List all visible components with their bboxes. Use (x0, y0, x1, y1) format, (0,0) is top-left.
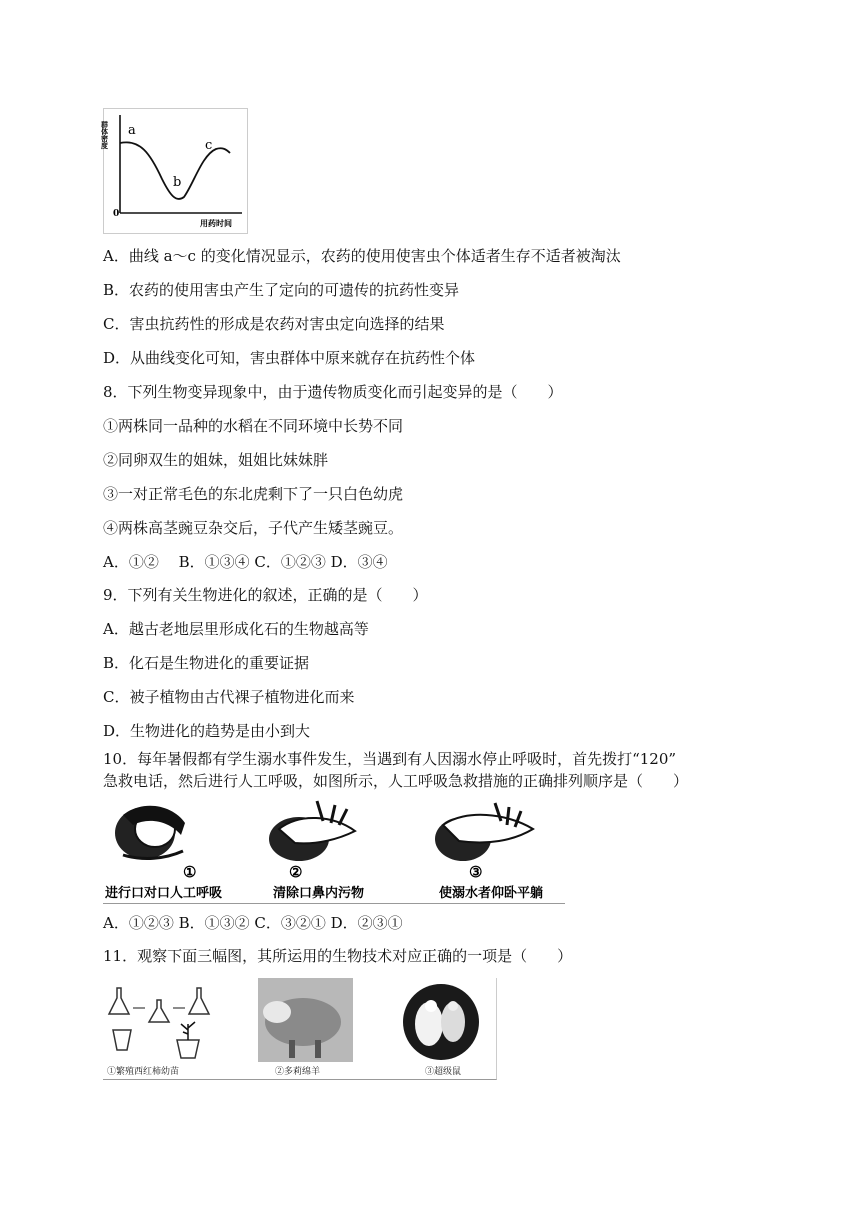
q9-option-a: A．越古老地层里形成化石的生物越高等 (103, 620, 369, 638)
super-mouse-photo (403, 984, 479, 1060)
rescue-steps-svg (103, 795, 565, 903)
q7-option-a: A．曲线 a～c 的变化情况显示，农药的使用使害虫个体适者生存不适者被淘汰 (103, 247, 621, 265)
point-b-label: b (173, 175, 182, 190)
population-curve-svg (100, 109, 247, 233)
q7-option-b: B．农药的使用害虫产生了定向的可遗传的抗药性变异 (103, 281, 460, 299)
y-axis-label: 群体密度 (100, 121, 110, 149)
q8-options: A．①② B．①③④ C．①②③ D．③④ (103, 553, 388, 571)
q10-stem-line2: 急救电话，然后进行人工呼吸，如图所示，人工呼吸急救措施的正确排列顺序是（ ） (103, 772, 689, 790)
q8-item-1: ①两株同一品种的水稻在不同环境中长势不同 (103, 417, 404, 435)
q10-stem-line1: 10．每年暑假都有学生溺水事件发生，当遇到有人因溺水停止呼吸时，首先拨打“120” (103, 750, 677, 768)
biotech-caption-3: ③超级鼠 (425, 1067, 462, 1077)
point-a-label: a (128, 123, 136, 138)
population-curve-figure (100, 108, 248, 234)
q7-option-c: C．害虫抗药性的形成是农药对害虫定向选择的结果 (103, 315, 445, 333)
point-c-label: c (205, 138, 213, 153)
dolly-sheep-photo (258, 978, 353, 1062)
rescue-panel-1-caption: 进行口对口人工呼吸 (105, 886, 223, 901)
tissue-culture-illustration (109, 988, 209, 1058)
rescue-panel-3-caption: 使溺水者仰卧平躺 (439, 886, 544, 901)
rescue-panel-2-illustration (269, 801, 355, 861)
biotech-caption-2: ②多莉绵羊 (275, 1067, 321, 1077)
rescue-panel-3-illustration (435, 803, 533, 861)
rescue-steps-figure (103, 795, 565, 904)
density-curve (120, 142, 230, 199)
biotech-figure (103, 978, 497, 1080)
q11-stem: 11．观察下面三幅图，其所运用的生物技术对应正确的一项是（ ） (103, 947, 573, 965)
rescue-panel-3-number: ③ (469, 863, 483, 881)
q9-option-d: D．生物进化的趋势是由小到大 (103, 722, 311, 740)
rescue-panel-2-caption: 清除口鼻内污物 (273, 886, 365, 901)
q9-option-b: B．化石是生物进化的重要证据 (103, 654, 310, 672)
q7-option-d: D．从曲线变化可知，害虫群体中原来就存在抗药性个体 (103, 349, 476, 367)
q9-stem: 9．下列有关生物进化的叙述，正确的是（ ） (103, 586, 428, 604)
q8-stem: 8．下列生物变异现象中，由于遗传物质变化而引起变异的是（ ） (103, 383, 563, 401)
origin-label: 0 (113, 209, 120, 219)
biotech-svg (103, 978, 496, 1079)
q8-item-4: ④两株高茎豌豆杂交后，子代产生矮茎豌豆。 (103, 519, 404, 537)
rescue-panel-1-illustration (115, 806, 185, 859)
biotech-caption-1: ①繁殖西红柿幼苗 (107, 1067, 180, 1077)
q8-item-2: ②同卵双生的姐妹，姐姐比妹妹胖 (103, 451, 329, 469)
q10-options: A．①②③ B．①③② C．③②① D．②③① (103, 914, 403, 932)
x-axis-label: 用药时间 (200, 218, 232, 228)
rescue-panel-1-number: ① (183, 863, 197, 881)
q9-option-c: C．被子植物由古代裸子植物进化而来 (103, 688, 355, 706)
q8-item-3: ③一对正常毛色的东北虎剩下了一只白色幼虎 (103, 485, 404, 503)
rescue-panel-2-number: ② (289, 863, 303, 881)
